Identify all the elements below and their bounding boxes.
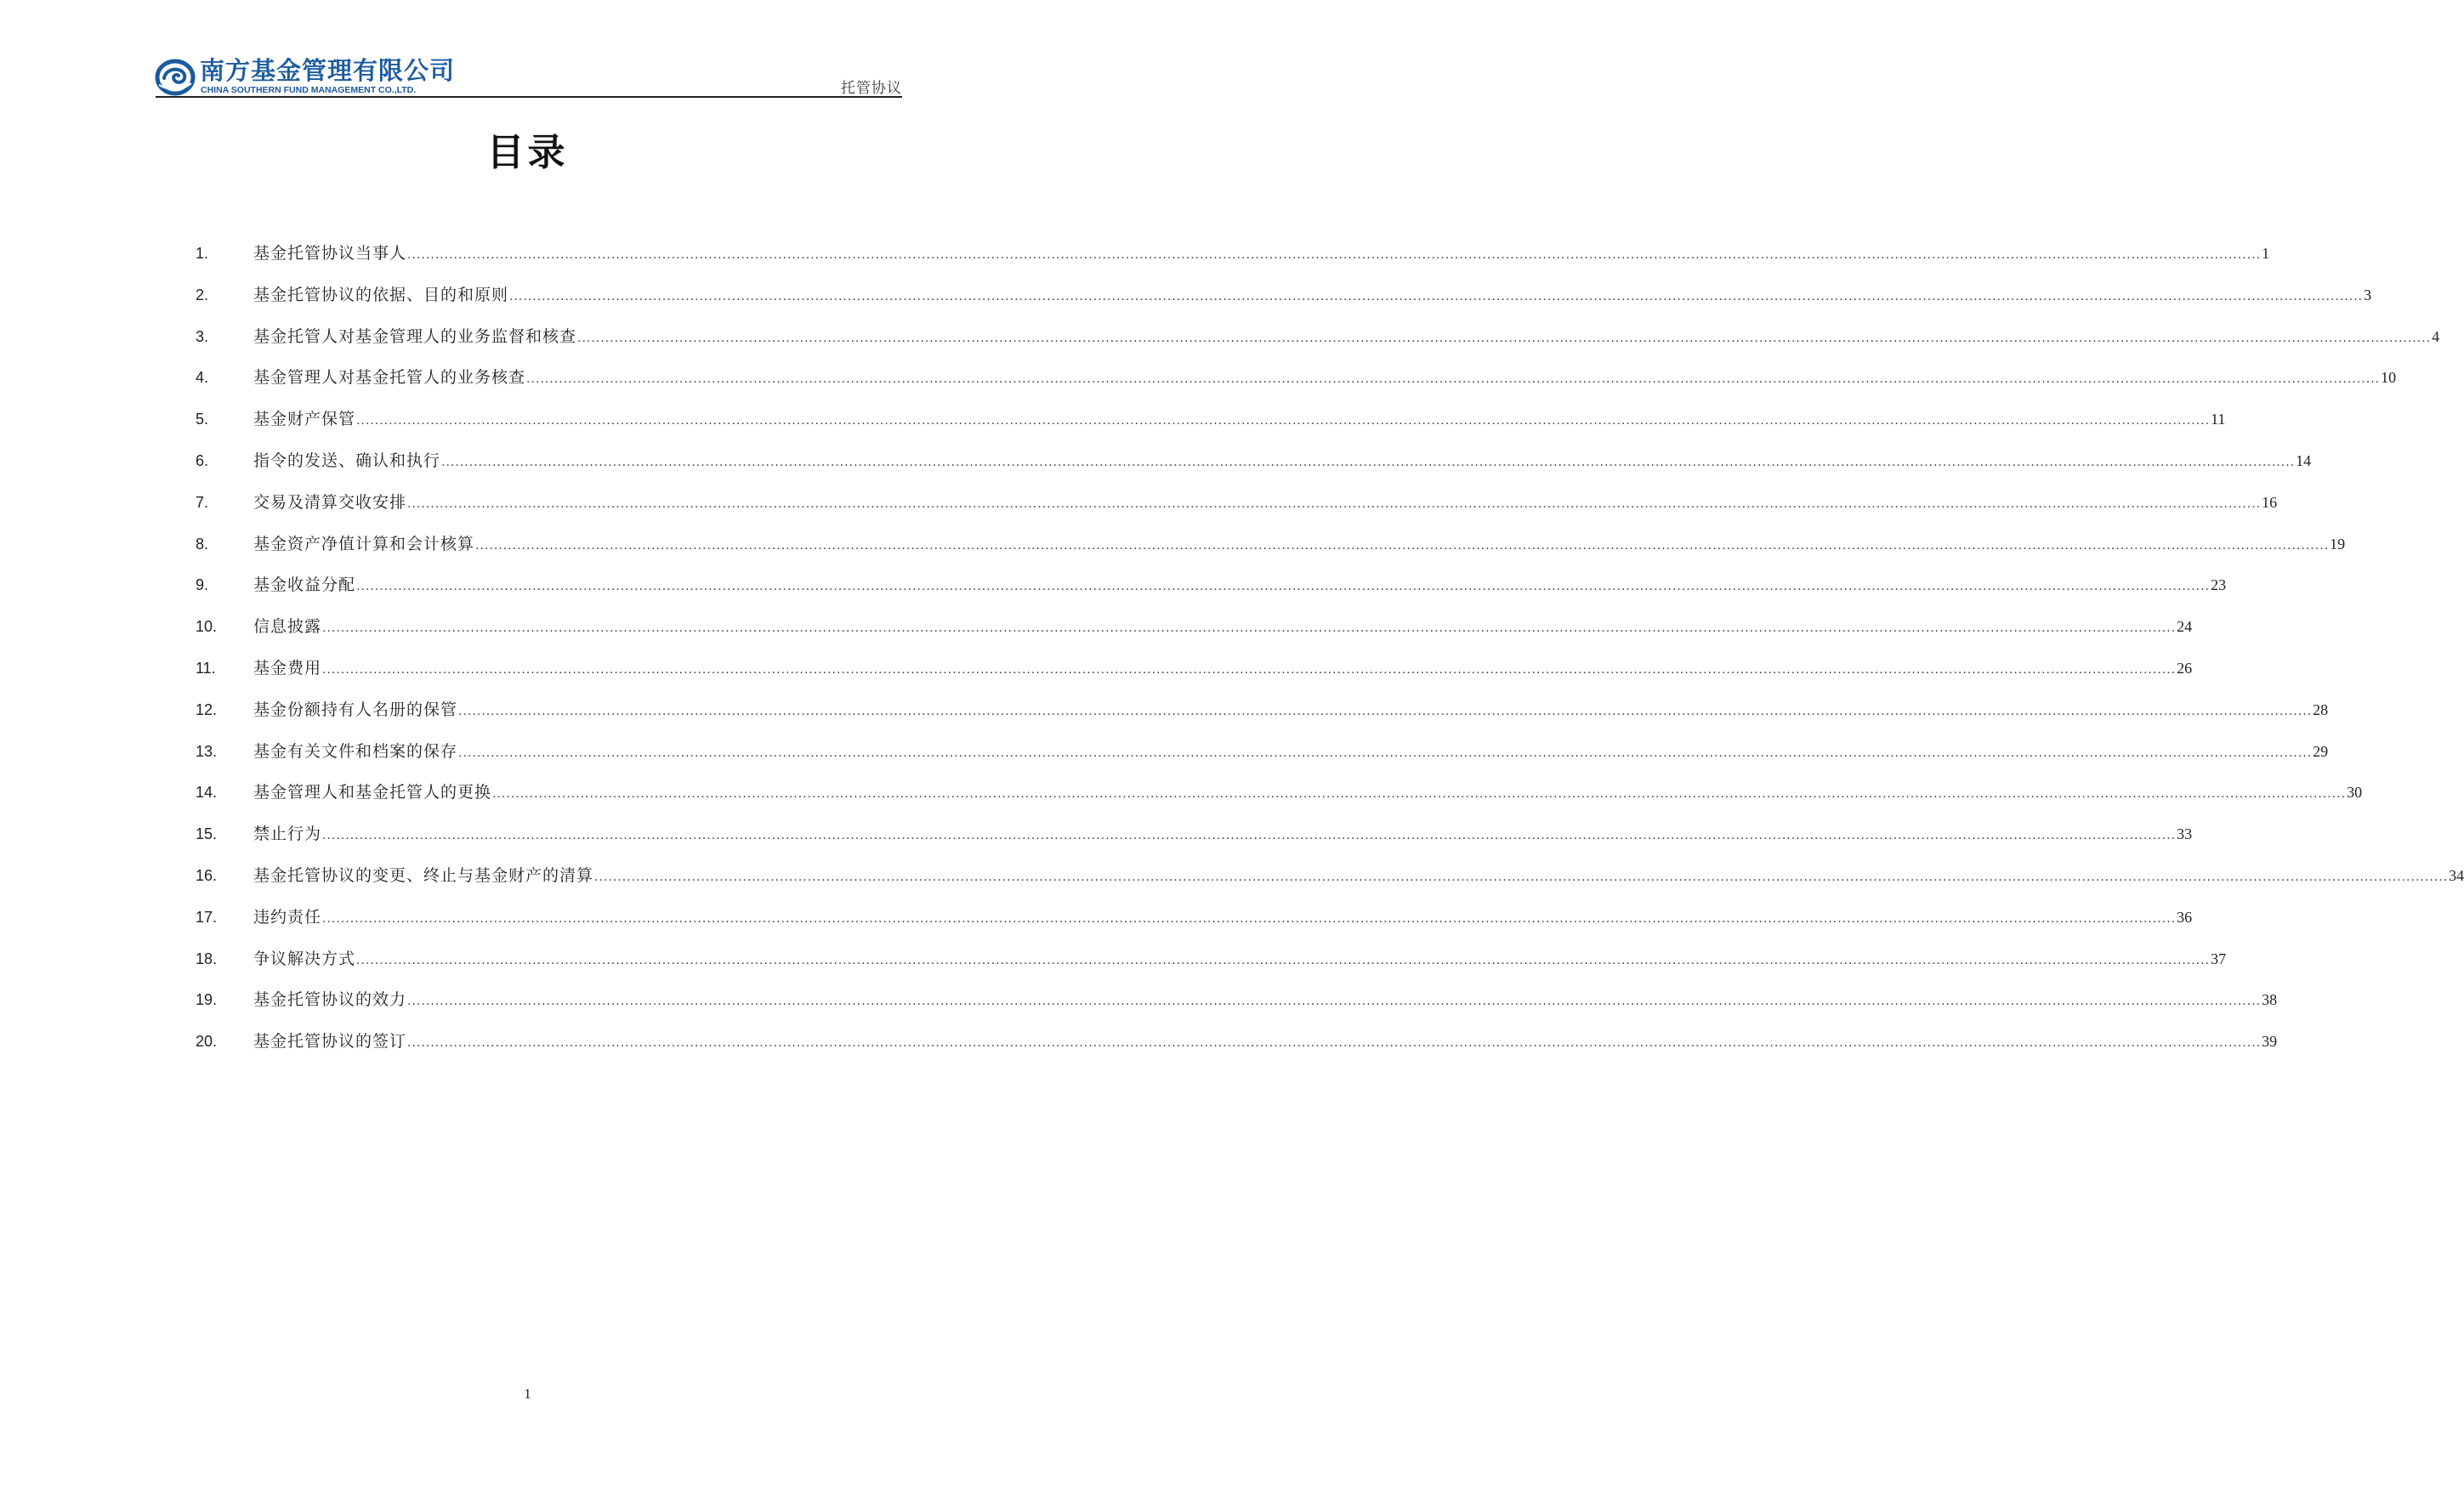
toc-entry-number: 19. [196,991,218,1009]
page-header [156,54,902,99]
toc-dot-leader: ................................................................................................................................................................................................................................................................................................................................................................................................................ [577,331,2432,345]
toc-entry-title: 基金管理人对基金托管人的业务核查 [253,368,526,388]
toc-entry-title: 违约责任 [253,907,322,927]
toc-entry[interactable] [196,819,2193,861]
toc-entry[interactable] [196,778,2363,819]
toc-dot-leader: ................................................................................................................................................................................................................................................................................................................................................................................................................ [322,662,2177,677]
toc-entry-page: 19 [2330,535,2346,553]
toc-entry-page: 16 [2262,493,2278,511]
toc-entry-page: 29 [2313,742,2329,760]
toc-entry-title: 基金托管协议的依据、目的和原则 [253,285,509,304]
toc-entry[interactable] [196,985,2278,1027]
toc-entry-number: 13. [196,742,218,760]
table-of-contents [196,239,2464,1069]
toc-entry-title: 交易及清算交收安排 [253,492,407,512]
toc-dot-leader: ................................................................................................................................................................................................................................................................................................................................................................................................................ [526,372,2381,387]
toc-dot-leader: ................................................................................................................................................................................................................................................................................................................................................................................................................ [407,248,2262,262]
toc-entry-title: 基金有关文件和档案的保存 [253,741,458,761]
toc-dot-leader: ................................................................................................................................................................................................................................................................................................................................................................................................................ [492,787,2347,802]
toc-dot-leader: ................................................................................................................................................................................................................................................................................................................................................................................................................ [458,704,2313,718]
toc-dot-leader: ................................................................................................................................................................................................................................................................................................................................................................................................................ [475,538,2330,553]
toc-entry[interactable] [196,612,2193,654]
toc-dot-leader: ................................................................................................................................................................................................................................................................................................................................................................................................................ [356,414,2211,428]
toc-entry[interactable] [196,695,2329,737]
toc-dot-leader: ................................................................................................................................................................................................................................................................................................................................................................................................................ [356,953,2211,967]
toc-dot-leader: ................................................................................................................................................................................................................................................................................................................................................................................................................ [322,829,2177,843]
toc-entry-page: 10 [2381,369,2397,387]
company-name-cn: 南方基金管理有限公司 [200,56,456,85]
toc-dot-leader: ................................................................................................................................................................................................................................................................................................................................................................................................................ [509,289,2364,303]
toc-entry-title: 基金份额持有人名册的保管 [253,700,458,719]
toc-entry-title: 信息披露 [253,617,322,637]
toc-entry-title: 基金托管协议当事人 [253,244,407,263]
toc-entry[interactable] [196,488,2278,530]
toc-entry-number: 4. [196,369,209,387]
toc-entry-page: 34 [2449,866,2464,884]
toc-entry[interactable] [196,903,2193,944]
toc-entry-title: 基金收益分配 [253,575,356,595]
toc-entry[interactable] [196,654,2193,695]
toc-entry-title: 基金托管协议的效力 [253,990,407,1010]
toc-entry-page: 30 [2347,784,2363,802]
page-title: 目录 [486,131,569,174]
company-name-en: CHINA SOUTHERN FUND MANAGEMENT CO.,LTD. [201,85,417,95]
toc-dot-leader: ................................................................................................................................................................................................................................................................................................................................................................................................................ [322,621,2177,636]
toc-entry-title: 基金资产净值计算和会计核算 [253,534,475,553]
toc-entry-number: 18. [196,950,218,967]
toc-entry-number: 3. [196,327,209,345]
toc-entry[interactable] [196,570,2227,612]
toc-entry[interactable] [196,1027,2278,1069]
toc-dot-leader: ................................................................................................................................................................................................................................................................................................................................................................................................................ [407,995,2262,1009]
toc-entry-page: 38 [2262,991,2278,1009]
toc-entry[interactable] [196,737,2329,779]
toc-entry-number: 5. [196,411,209,428]
toc-entry-number: 20. [196,1033,218,1051]
toc-entry-title: 基金财产保管 [253,410,356,429]
toc-entry-number: 15. [196,825,218,843]
header-divider [156,96,902,98]
toc-entry[interactable] [196,281,2372,322]
toc-entry[interactable] [196,363,2397,405]
toc-entry-page: 11 [2211,411,2226,428]
toc-entry-number: 7. [196,493,209,511]
toc-entry-page: 36 [2177,908,2193,926]
toc-entry-number: 12. [196,700,218,718]
toc-entry-page: 4 [2432,327,2440,345]
toc-entry-page: 23 [2211,576,2227,594]
toc-dot-leader: ................................................................................................................................................................................................................................................................................................................................................................................................................ [407,1036,2262,1051]
toc-dot-leader: ................................................................................................................................................................................................................................................................................................................................................................................................................ [441,455,2296,469]
toc-dot-leader: ................................................................................................................................................................................................................................................................................................................................................................................................................ [407,496,2262,511]
toc-entry-number: 11. [196,659,216,677]
toc-entry-title: 禁止行为 [253,825,322,844]
toc-entry-page: 39 [2262,1033,2278,1051]
toc-entry[interactable] [196,944,2227,986]
toc-entry[interactable] [196,446,2312,488]
toc-entry-page: 24 [2177,618,2193,636]
toc-entry-number: 1. [196,245,209,262]
toc-entry[interactable] [196,322,2440,364]
toc-dot-leader: ................................................................................................................................................................................................................................................................................................................................................................................................................ [458,746,2313,760]
toc-entry-page: 1 [2262,245,2270,262]
toc-dot-leader: ................................................................................................................................................................................................................................................................................................................................................................................................................ [594,870,2449,884]
toc-entry-number: 8. [196,535,209,553]
toc-dot-leader: ................................................................................................................................................................................................................................................................................................................................................................................................................ [356,580,2211,594]
header-doc-title: 托管协议 [841,80,902,97]
toc-entry[interactable] [196,530,2346,571]
page-number: 1 [524,1386,531,1402]
toc-entry-page: 3 [2364,286,2372,303]
toc-entry-number: 10. [196,618,218,636]
toc-entry-page: 33 [2177,825,2193,843]
toc-entry-number: 16. [196,866,218,884]
toc-entry-title: 争议解决方式 [253,949,356,968]
toc-entry-page: 26 [2177,659,2193,677]
toc-entry-page: 14 [2296,451,2312,469]
toc-entry-number: 6. [196,451,209,469]
toc-entry-title: 基金托管人对基金管理人的业务监督和核查 [253,326,577,346]
toc-entry-number: 9. [196,576,209,594]
toc-entry-title: 基金托管协议的签订 [253,1032,407,1052]
toc-entry-number: 14. [196,784,218,802]
toc-entry[interactable] [196,239,2270,281]
toc-entry[interactable] [196,405,2226,446]
toc-dot-leader: ................................................................................................................................................................................................................................................................................................................................................................................................................ [322,911,2177,926]
toc-entry[interactable] [196,861,2464,903]
toc-entry-title: 基金托管协议的变更、终止与基金财产的清算 [253,865,594,885]
toc-entry-number: 2. [196,286,209,303]
toc-entry-title: 基金管理人和基金托管人的更换 [253,783,492,802]
toc-entry-page: 37 [2211,950,2227,967]
toc-entry-title: 基金费用 [253,658,322,677]
toc-entry-title: 指令的发送、确认和执行 [253,451,441,470]
swirl-logo-icon [156,60,195,95]
toc-entry-number: 17. [196,908,218,926]
toc-entry-page: 28 [2313,700,2329,718]
